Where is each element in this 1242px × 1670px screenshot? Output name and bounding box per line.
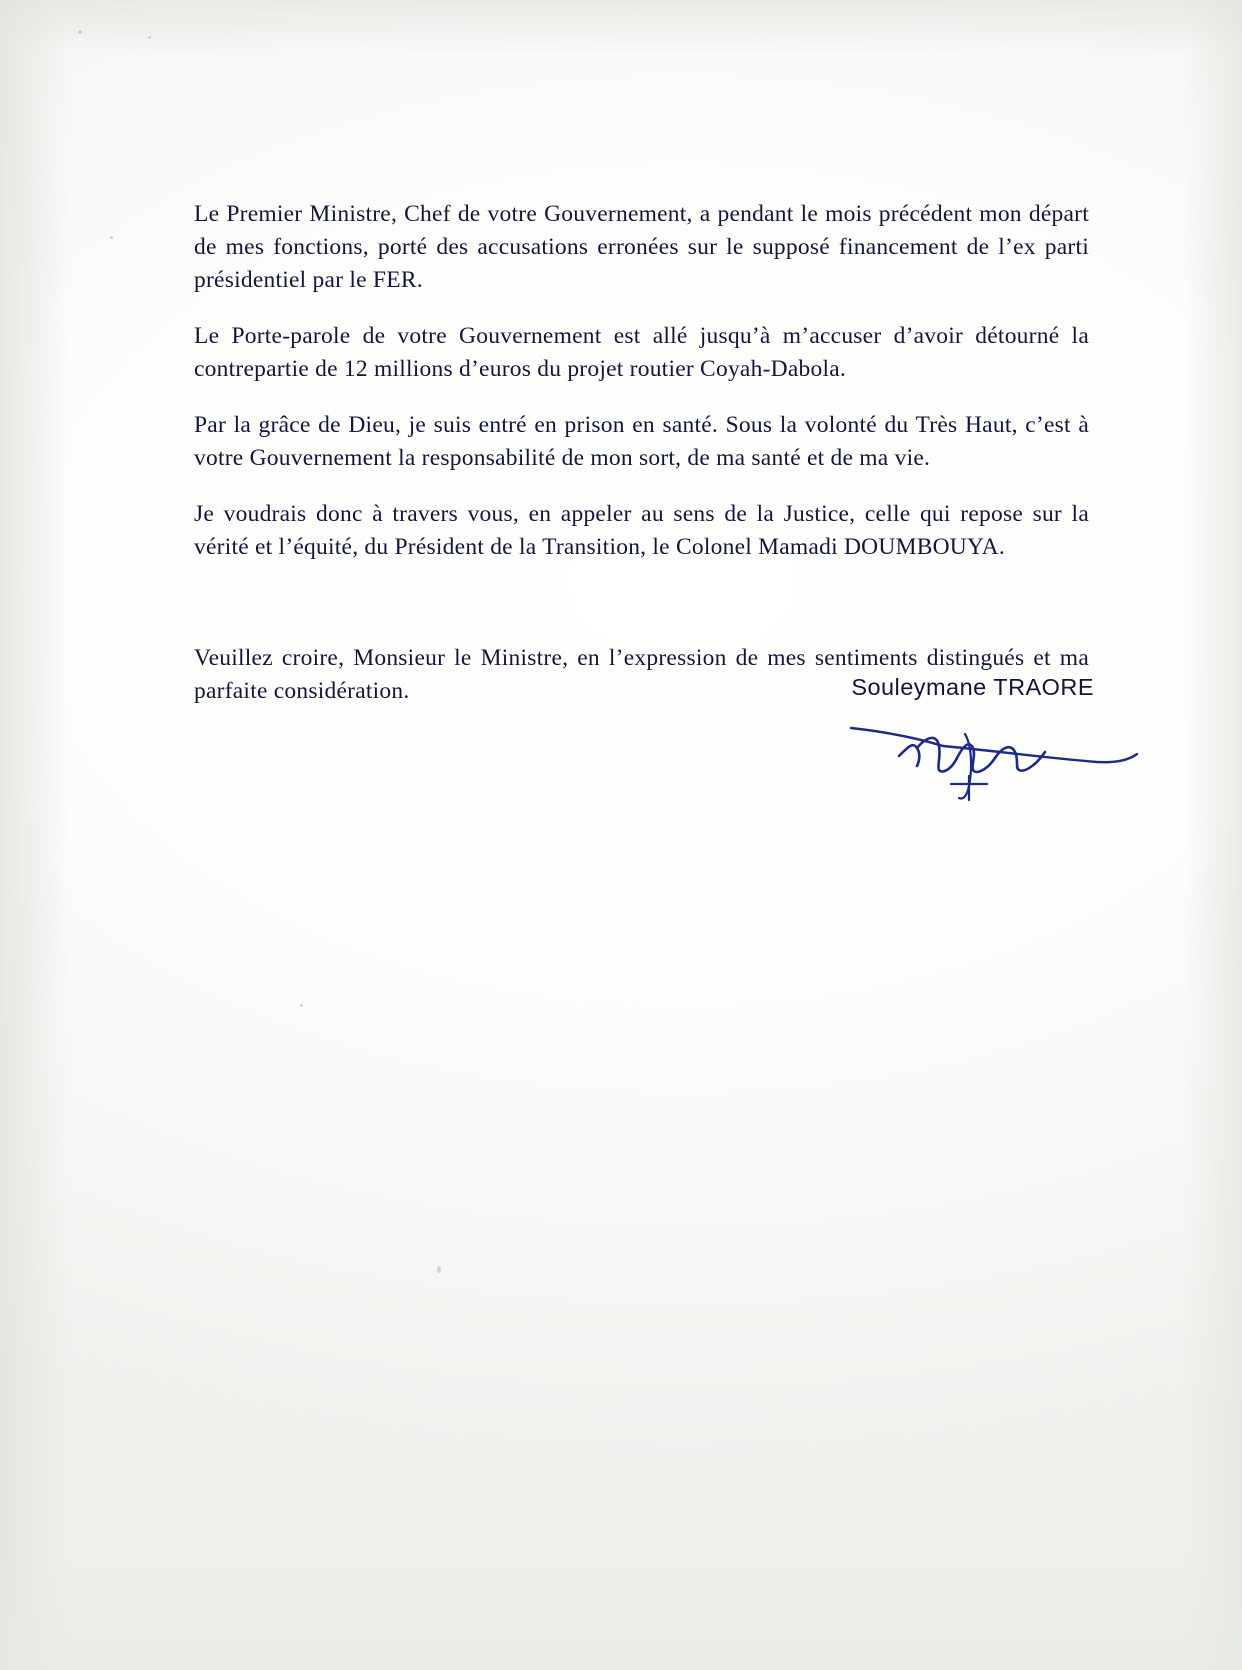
signature-block <box>674 672 1094 702</box>
blank-lower-page-area <box>0 850 1242 1670</box>
closing-paragraph: Veuillez croire, Monsieur le Ministre, en l’expression de mes sentiments distingués et ma parfaite considération. <box>194 645 1089 704</box>
paragraph-4: Je voudrais donc à travers vous, en appeler au sens de la Justice, celle qui repose sur la vérité et l’équité, du Président de la Transition, le Colonel Mamadi DOUMBOUYA. <box>194 501 1089 560</box>
handwritten-signature-icon <box>847 700 1147 810</box>
scan-speck <box>148 36 151 39</box>
scan-speck <box>78 30 82 34</box>
scan-speck <box>110 236 113 239</box>
paragraph-1: Le Premier Ministre, Chef de votre Gouvernement, a pendant le mois précédent mon départ de mes fonctions, porté des accusations erronées sur le supposé financement de l’ex parti présidentiel par le FER. <box>194 201 1089 293</box>
letter-body <box>194 198 1089 731</box>
paragraph-2: Le Porte-parole de votre Gouvernement est allé jusqu’à m’accuser d’avoir détourné la contrepartie de 12 millions d’euros du projet routier Coyah-Dabola. <box>194 323 1089 382</box>
scan-edge-shading-top <box>0 0 1242 55</box>
signer-name: Souleymane TRAORE <box>851 674 1094 700</box>
paragraph-spacer <box>194 594 1089 642</box>
paragraph-3: Par la grâce de Dieu, je suis entré en prison en santé. Sous la volonté du Très Haut, c’est à votre Gouvernement la responsabilité de mon sort, de ma santé et de ma vie. <box>194 412 1089 471</box>
